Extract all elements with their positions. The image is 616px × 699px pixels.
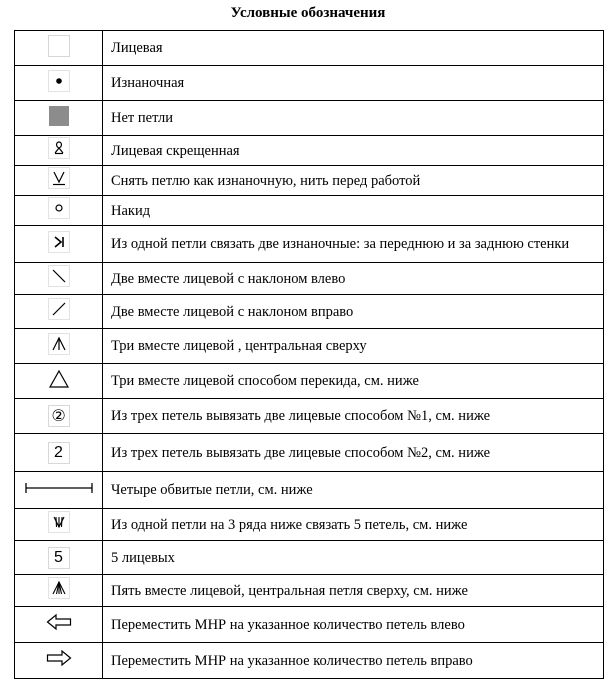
legend-text: Переместить МНР на указанное количество петель вправо (103, 643, 604, 679)
five-from-one-icon (48, 511, 70, 538)
legend-table (14, 30, 604, 679)
legend-text: Две вместе лицевой с наклоном влево (103, 263, 604, 295)
legend-text: Нет петли (103, 101, 604, 136)
legend-symbol-cell (15, 329, 103, 364)
legend-symbol-cell (15, 136, 103, 166)
legend-symbol-cell (15, 263, 103, 295)
legend-symbol-cell (15, 196, 103, 226)
legend-symbol-cell (15, 509, 103, 541)
legend-text: Из трех петель вывязать две лицевые способом №2, см. ниже (103, 434, 604, 472)
legend-symbol-cell (15, 364, 103, 399)
legend-symbol-cell (15, 101, 103, 136)
legend-text: Четыре обвитые петли, см. ниже (103, 472, 604, 509)
arrow-left-icon (46, 613, 72, 636)
wrapped-bar-icon (24, 481, 94, 500)
legend-text: Снять петлю как изнаночную, нить перед работой (103, 166, 604, 196)
legend-row (15, 136, 604, 166)
five-together-icon (48, 577, 70, 604)
legend-row (15, 263, 604, 295)
legend-row (15, 509, 604, 541)
legend-symbol-cell (15, 472, 103, 509)
legend-symbol-cell (15, 399, 103, 434)
purl-front-back-icon (48, 231, 70, 258)
legend-symbol-cell (15, 434, 103, 472)
legend-symbol-cell (15, 575, 103, 607)
legend-text: Три вместе лицевой способом перекида, см. ниже (103, 364, 604, 399)
legend-text: Переместить МНР на указанное количество петель влево (103, 607, 604, 643)
circle-icon (48, 197, 70, 224)
arrow-right-icon (46, 649, 72, 672)
legend-row (15, 399, 604, 434)
legend-text: Три вместе лицевой , центральная сверху (103, 329, 604, 364)
number-two-icon: 2 (48, 442, 70, 464)
legend-symbol-cell (15, 541, 103, 575)
legend-text: Изнаночная (103, 66, 604, 101)
legend-symbol-cell (15, 166, 103, 196)
legend-text: Лицевая скрещенная (103, 136, 604, 166)
legend-symbol-cell (15, 643, 103, 679)
legend-text: Из одной петли связать две изнаночные: за переднюю и за заднюю стенки (103, 226, 604, 263)
central-double-decrease-icon (48, 333, 70, 360)
legend-symbol-cell (15, 607, 103, 643)
legend-row (15, 166, 604, 196)
diagonal-right-icon (48, 298, 70, 325)
gray-square-icon (48, 105, 70, 132)
circled-two-icon: ② (48, 405, 70, 427)
legend-symbol-cell (15, 295, 103, 329)
legend-row (15, 66, 604, 101)
legend-text: Пять вместе лицевой, центральная петля сверху, см. ниже (103, 575, 604, 607)
legend-title: Условные обозначения (230, 5, 386, 21)
legend-row (15, 31, 604, 66)
legend-row (15, 364, 604, 399)
legend-symbol-cell (15, 66, 103, 101)
legend-row (15, 575, 604, 607)
legend-row (15, 541, 604, 575)
legend-text: Накид (103, 196, 604, 226)
legend-row (15, 196, 604, 226)
legend-row (15, 295, 604, 329)
legend-text: Из одной петли на 3 ряда ниже связать 5 петель, см. ниже (103, 509, 604, 541)
dot-icon (48, 70, 70, 97)
legend-text: Лицевая (103, 31, 604, 66)
legend-symbol-cell (15, 226, 103, 263)
legend-row (15, 329, 604, 364)
legend-text: Две вместе лицевой с наклоном вправо (103, 295, 604, 329)
legend-row (15, 101, 604, 136)
twisted-knit-icon (48, 137, 70, 164)
legend-row (15, 226, 604, 263)
slip-purlwise-icon (48, 167, 70, 194)
blank-square-icon (48, 35, 70, 62)
legend-row (15, 434, 604, 472)
legend-text: 5 лицевых (103, 541, 604, 575)
legend-row (15, 607, 604, 643)
legend-symbol-cell (15, 31, 103, 66)
legend-row (15, 472, 604, 509)
triangle-icon (47, 368, 71, 395)
number-five-icon: 5 (48, 547, 70, 569)
legend-row (15, 643, 604, 679)
legend-text: Из трех петель вывязать две лицевые способом №1, см. ниже (103, 399, 604, 434)
diagonal-left-icon (48, 265, 70, 292)
